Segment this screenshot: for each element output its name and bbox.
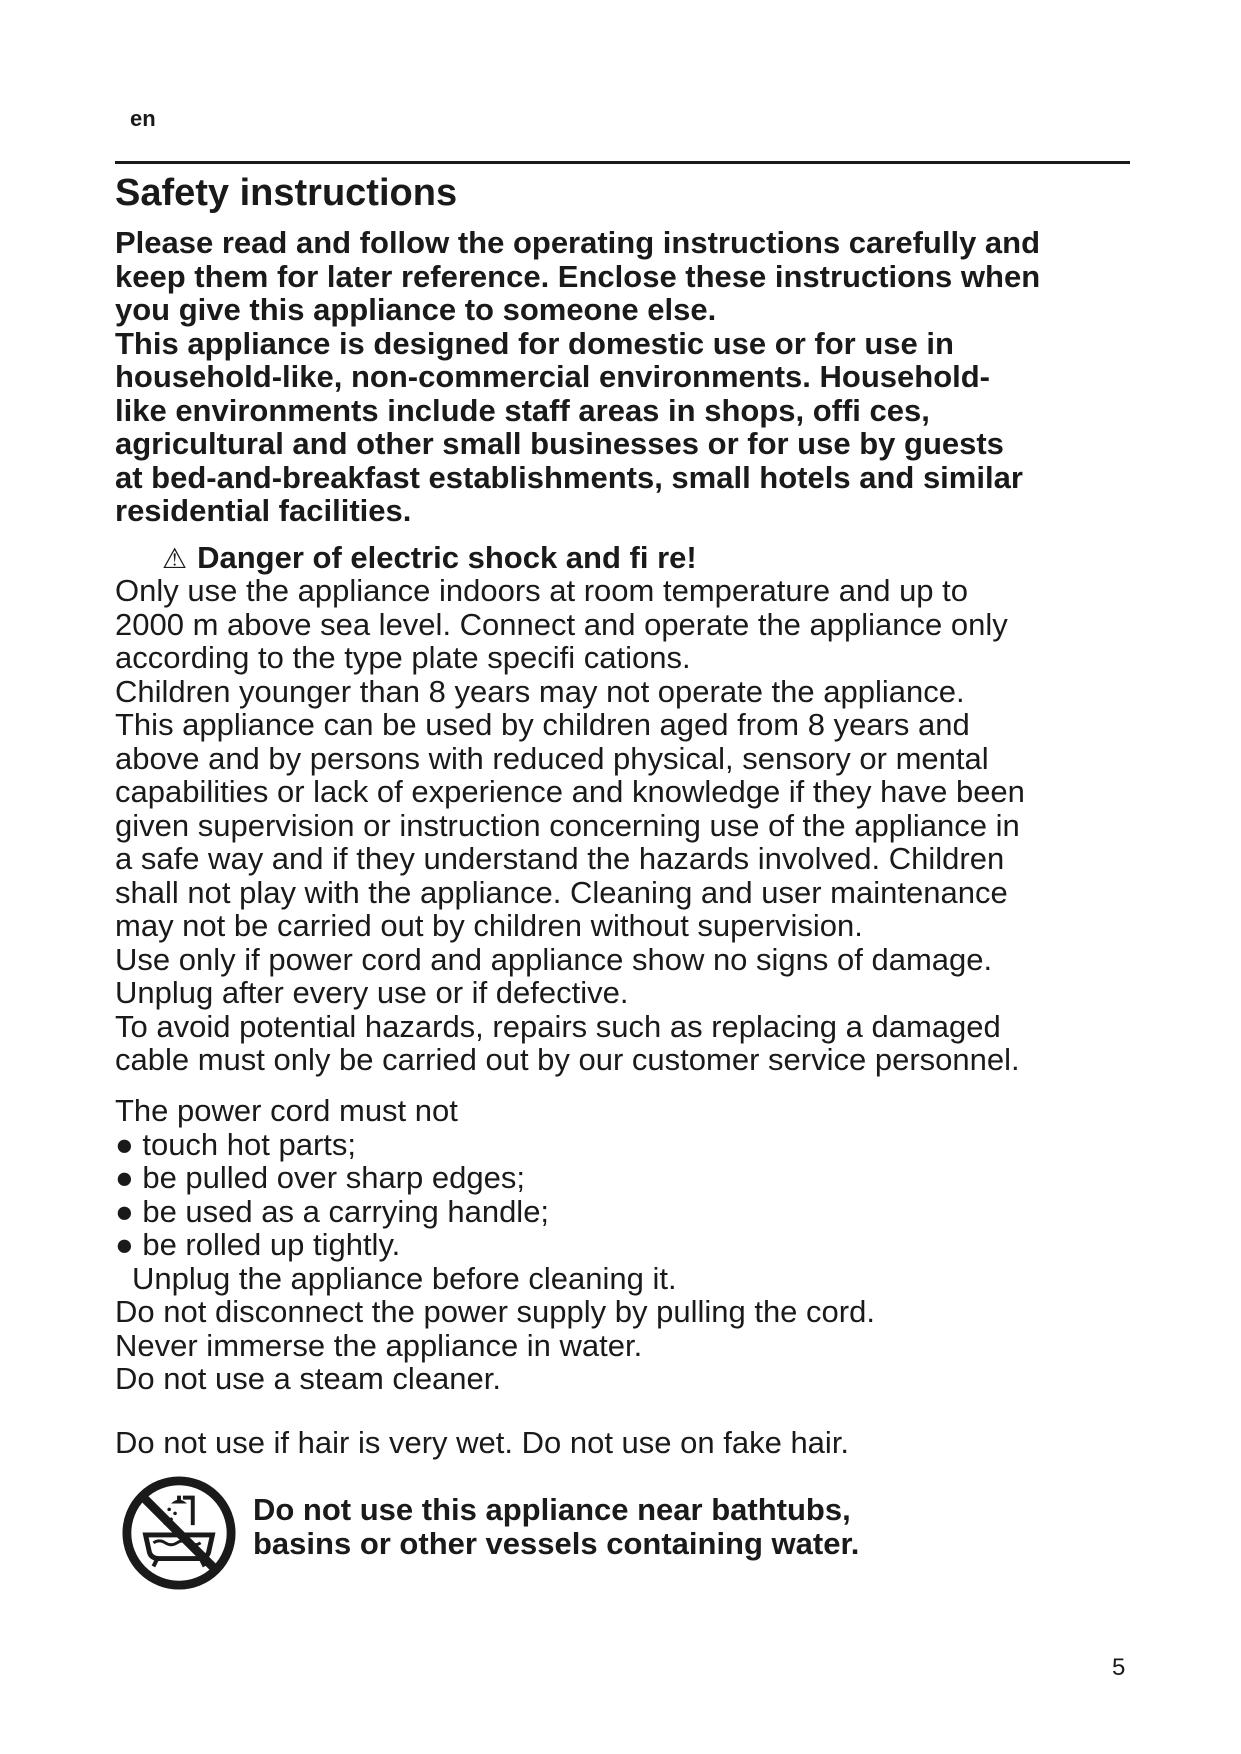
header-rule bbox=[115, 161, 1130, 164]
intro-line: like environments include staff areas in shops, offi ces, bbox=[115, 392, 930, 428]
warning-text: Danger of electric shock and fi re! bbox=[197, 540, 697, 575]
bath-warning-line: basins or other vessels containing water. bbox=[253, 1525, 860, 1561]
cord-bullet: ● be used as a carrying handle; bbox=[115, 1193, 550, 1229]
bath-warning bbox=[253, 1493, 859, 1560]
intro-line: household-like, non-commercial environments. Household- bbox=[115, 359, 991, 394]
intro-line: at bed-and-breakfast establishments, small hotels and similar bbox=[115, 459, 1023, 495]
no-bathtub-icon bbox=[120, 1474, 238, 1592]
unplug-line: Unplug the appliance before cleaning it. bbox=[132, 1260, 677, 1296]
cord-bullet: ● be rolled up tightly. bbox=[115, 1227, 401, 1262]
intro-line: residential facilities. bbox=[115, 493, 412, 528]
cord-line: Never immerse the appliance in water. bbox=[115, 1327, 643, 1363]
intro-line: agricultural and other small businesses or for use by guests bbox=[115, 426, 1004, 461]
electric-shock-warning bbox=[162, 541, 697, 576]
body-line: This appliance can be used by children aged from 8 years and bbox=[115, 707, 970, 742]
body-line: Unplug after every use or if defective. bbox=[115, 975, 629, 1010]
safety-body bbox=[115, 574, 1025, 1077]
body-line: Children younger than 8 years may not operate the appliance. bbox=[115, 673, 965, 709]
cord-line: Do not disconnect the power supply by pulling the cord. bbox=[115, 1294, 875, 1329]
body-line: cable must only be carried out by our customer service personnel. bbox=[115, 1042, 1020, 1077]
intro-line: keep them for later reference. Enclose these instructions when bbox=[115, 258, 1041, 294]
body-line: Use only if power cord and appliance show no signs of damage. bbox=[115, 941, 993, 977]
hair-warning: Do not use if hair is very wet. Do not use on fake hair. bbox=[115, 1425, 850, 1460]
intro-line: you give this appliance to someone else. bbox=[115, 292, 717, 327]
page-title: Safety instructions bbox=[115, 172, 458, 214]
body-line: according to the type plate specifi cations. bbox=[115, 640, 691, 675]
warning-triangle-icon: ⚠ bbox=[162, 543, 188, 574]
intro-line: This appliance is designed for domestic use or for use in bbox=[115, 325, 954, 361]
cord-line: Do not use a steam cleaner. bbox=[115, 1361, 502, 1396]
intro-paragraph bbox=[115, 226, 1040, 528]
cord-bullet: ● touch hot parts; bbox=[115, 1126, 357, 1162]
body-line: 2000 m above sea level. Connect and operate the appliance only bbox=[115, 606, 1008, 642]
bath-warning-line: Do not use this appliance near bathtubs, bbox=[253, 1492, 851, 1527]
body-line: given supervision or instruction concerning use of the appliance in bbox=[115, 807, 1020, 843]
intro-line: Please read and follow the operating instructions carefully and bbox=[115, 225, 1041, 260]
language-code: en bbox=[130, 106, 156, 131]
body-line: capabilities or lack of experience and knowledge if they have been bbox=[115, 774, 1025, 809]
body-line: may not be carried out by children without supervision. bbox=[115, 908, 863, 943]
body-line: a safe way and if they understand the hazards involved. Children bbox=[115, 841, 1005, 876]
body-line: To avoid potential hazards, repairs such as replacing a damaged bbox=[115, 1008, 1001, 1044]
body-line: shall not play with the appliance. Cleaning and user maintenance bbox=[115, 874, 1008, 910]
cord-bullet: ● be pulled over sharp edges; bbox=[115, 1160, 525, 1195]
body-line: Only use the appliance indoors at room temperature and up to bbox=[115, 573, 969, 608]
power-cord-section bbox=[115, 1094, 875, 1396]
page-number: 5 bbox=[1112, 1654, 1126, 1681]
cord-heading: The power cord must not bbox=[115, 1093, 458, 1128]
body-line: above and by persons with reduced physical, sensory or mental bbox=[115, 740, 989, 776]
